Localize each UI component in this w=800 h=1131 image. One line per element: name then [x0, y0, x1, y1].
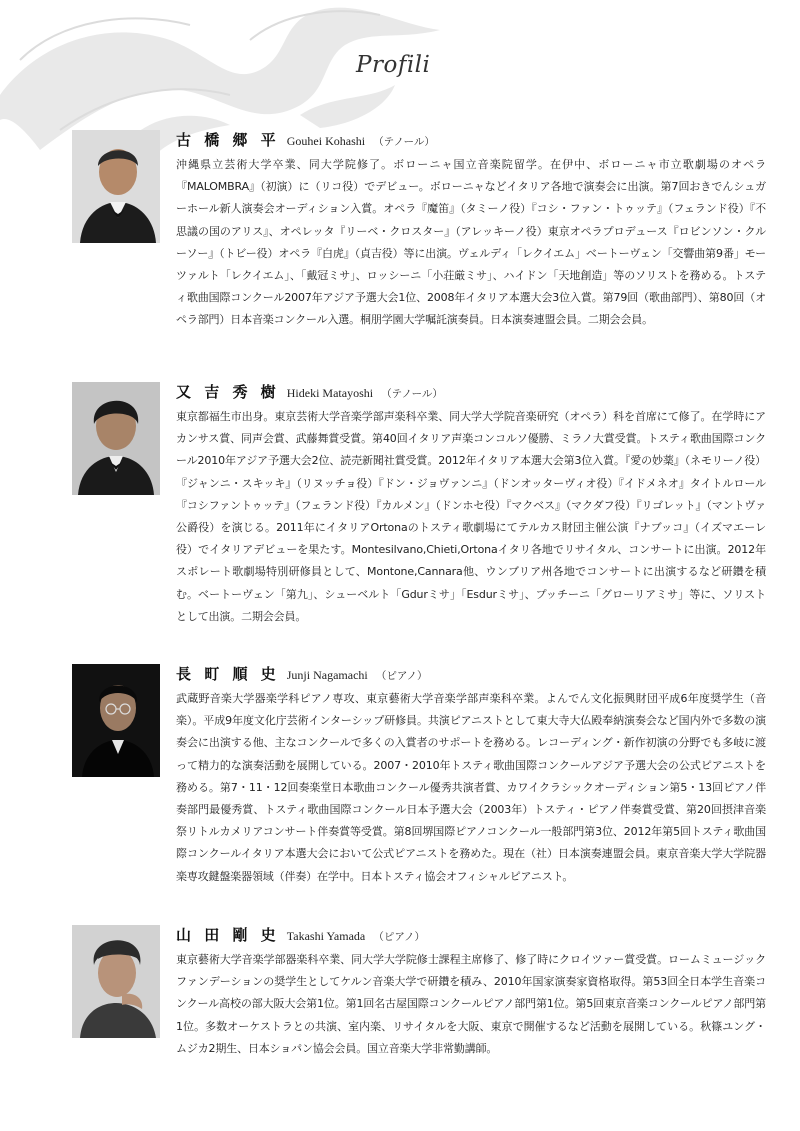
name-romanized: Junji Nagamachi [286, 668, 368, 682]
biography-text: 東京藝術大学音楽学部器楽科卒業、同大学大学院修士課程主席修了、修了時にクロイツァー賞受賞。ロームミュージックファンデーションの奨学生としてケルン音楽大学で研鑽を積み、2010年国家演奏家資格取得。第53回全日本学生音楽コンクール高校の部大阪大会第1位。第1回名古屋国際コンクールピアノ部門第1位。第5回東京音楽コンクールピアノ部門第1位。多数オーケストラとの共演、室内楽、リサイタルを大阪、東京で開催するなど活動を展開している。秋篠ユング・ムジカ2期生、日本ショパン協会会員。国立音楽大学非常勤講師。 [176, 953, 766, 1055]
name-romanized: Takashi Yamada [286, 929, 366, 943]
name-japanese: 古 橋 郷 平 [176, 131, 280, 149]
profile-bio [176, 664, 766, 888]
name-romanized: Gouhei Kohashi [286, 134, 366, 148]
name-line [176, 925, 766, 945]
biography-text: 東京都福生市出身。東京芸術大学音楽学部声楽科卒業、同大学大学院音楽研究（オペラ）科を首席にて修了。在学時にアカンサス賞、同声会賞、武藤舞賞受賞。第40回イタリア声楽コンコルソ優勝、ミラノ大賞受賞。トスティ歌曲国際コンクール2010年アジア予選大会2位、読売新聞社賞受賞。2012年イタリア本選大会第3位入賞。『愛の妙薬』（ネモリーノ役）『ジャンニ・スキッキ』（リヌッチョ役）『ドン・ジョヴァンニ』（ドンオッターヴィオ役）『イドメネオ』タイトルロール『コシファントゥッテ』（フェランド役）『カルメン』（ドンホセ役）『マクベス』（マクダフ役）『リゴレット』（マントヴァ公爵役）を演じる。2011年にイタリアOrtonaのトスティ歌劇場にてテルカス財団主催公演『ナブッコ』（イズマエーレ役）でイタリアデビューを果たす。Montesilvano,Chieti,Ortonaイタリ各地でリサイタル、コンサートに出演。2012年スポレート歌劇場特別研修員として、Montone,Cannara他、ウンブリア州各地でコンサートに出演するなど研鑽を積む。ベートーヴェン「第九」、シューベルト「Gdurミサ」「Esdurミサ」、プッチーニ「グローリアミサ」等に、ソリストとして出演。二期会会員。 [176, 410, 766, 623]
portrait-photo [72, 664, 160, 777]
portrait-photo [72, 382, 160, 495]
profile-bio [176, 925, 766, 1060]
voice-part: （ピアノ） [375, 670, 428, 682]
name-japanese: 長 町 順 史 [176, 665, 280, 683]
page-heading: Profili [356, 52, 431, 78]
voice-part: （テノール） [373, 136, 435, 148]
profile-bio [176, 130, 766, 332]
name-japanese: 山 田 剛 史 [176, 926, 280, 944]
biography-text: 武蔵野音楽大学器楽学科ピアノ専攻、東京藝術大学音楽学部声楽科卒業。よんでん文化振興財団平成6年度奨学生（音楽）。平成9年度文化庁芸術インターシップ研修員。共演ピアニストとして東大寺大仏殿奉納演奏会など国内外で多数の演奏会に出演する他、主なコンクールで多くの入賞者のサポートを務める。レコーディング・新作初演の分野でも多岐に渡って精力的な演奏活動を展開している。2007・2010年トスティ歌曲国際コンクールアジア予選大会の公式ピアニストを務める。第7・11・12回奏楽堂日本歌曲コンクール優秀共演者賞、カワイクラシックオーディション第5・13回ピアノ伴奏部門最優秀賞、トスティ歌曲国際コンクール日本予選大会（2003年）トスティ・ピアノ伴奏賞受賞、第20回摂津音楽祭リトルカメリアコンサート伴奏賞等受賞。第8回堺国際ピアノコンクール一般部門第3位、2012年第5回トスティ歌曲国際コンクールイタリア本選大会において公式ピアニストを務めた。現在（社）日本演奏連盟会員。東京音楽大学大学院器楽専攻鍵盤楽器領域（伴奏）在学中。日本トスティ協会オフィシャルピアニスト。 [176, 692, 766, 883]
portrait-photo [72, 130, 160, 243]
name-line [176, 130, 766, 150]
portrait-photo [72, 925, 160, 1038]
name-japanese: 又 吉 秀 樹 [176, 383, 280, 401]
voice-part: （ピアノ） [373, 931, 426, 943]
name-line [176, 664, 766, 684]
name-line [176, 382, 766, 402]
voice-part: （テノール） [381, 388, 443, 400]
biography-text: 沖縄県立芸術大学卒業、同大学院修了。ボローニャ国立音楽院留学。在伊中、ボローニャ市立歌劇場のオペラ『MALOMBRA』（初演）に（リコ役）でデビュー。ボローニャなどイタリア各地で演奏会に出演。第7回おきでんシュガーホール新人演奏会オーディション入賞。オペラ『魔笛』（タミーノ役）『コシ・ファン・トゥッテ』（フェランド役）『不思議の国のアリス』、オペレッタ『リーベ・クロスター』（アレッキーノ役）東京オペラプロデュース『ロビンソン・クルーソー』（トビー役）オペラ『白虎』（貞吉役）等に出演。ヴェルディ「レクイエム」ベートーヴェン「交響曲第9番」モーツァルト「レクイエム」、「戴冠ミサ」、ロッシーニ「小荘厳ミサ」、ハイドン「天地創造」等のソリストを務める。トスティ歌曲国際コンクール2007年アジア予選大会1位、2008年イタリア本選大会3位入賞。第79回（歌曲部門）、第80回（オペラ部門）日本音楽コンクール入選。桐朋学園大学嘱託演奏員。日本演奏連盟会員。二期会会員。 [176, 158, 766, 327]
profile-bio [176, 382, 766, 628]
name-romanized: Hideki Matayoshi [286, 386, 374, 400]
